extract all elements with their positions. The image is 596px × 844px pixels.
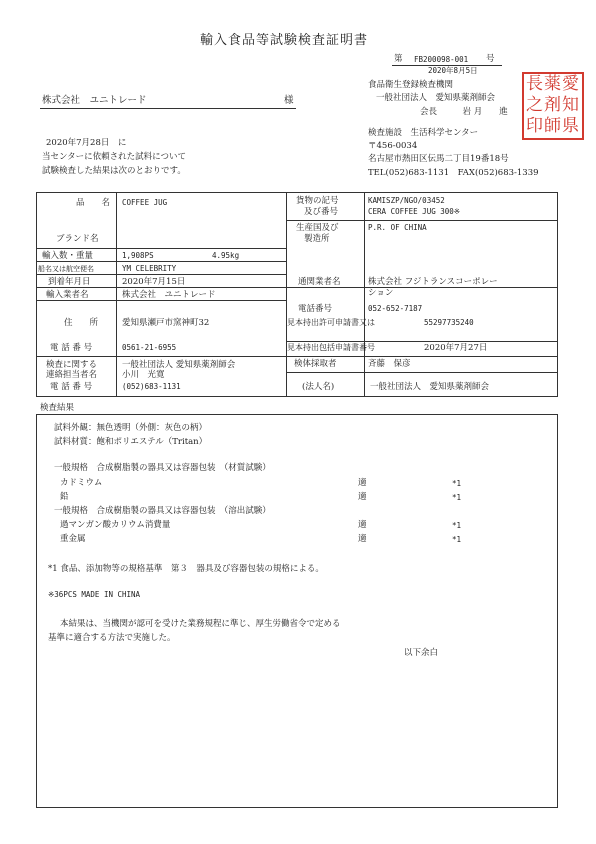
test-item-note: *1 (452, 535, 462, 544)
seal-char: 印 (526, 116, 543, 136)
results-heading: 検査結果 (40, 403, 75, 413)
origin-label-2: 製造所 (304, 234, 330, 244)
phone-label: 電 話 番 号 (50, 343, 93, 353)
test-item-name: 鉛 (60, 492, 69, 502)
arrival-date-label: 到着年月日 (48, 277, 91, 287)
issuer-postal: 〒456-0034 (368, 141, 418, 151)
test-item-note: *1 (452, 479, 462, 488)
test-item-note: *1 (452, 493, 462, 502)
phone-value: 0561-21-6955 (122, 343, 177, 352)
issuer-tel-fax: TEL(052)683-1131 FAX(052)683-1339 (368, 168, 539, 178)
cargo-label-1: 貨物の記号 (296, 196, 339, 206)
seal-char: 師 (544, 116, 561, 136)
seal-char: 長 (526, 74, 543, 94)
document-title: 輸入食品等試験検査証明書 (200, 33, 369, 48)
official-seal (522, 72, 584, 140)
seal-char: 知 (562, 95, 579, 115)
importer-label: 輸入業者名 (46, 290, 89, 300)
contact-phone-value: (052)683-1131 (122, 382, 181, 391)
customs-phone-label: 電話番号 (298, 304, 333, 314)
test-item-result: 適 (358, 534, 367, 544)
address-value: 愛知県瀬戸市窯神町32 (122, 318, 210, 328)
contact-label-2: 連絡担当者名 (46, 370, 98, 380)
seal-char: 薬 (544, 74, 561, 94)
made-in-note: ※36PCS MADE IN CHINA (48, 590, 141, 599)
seal-char: 之 (526, 95, 543, 115)
test-item-name: 過マンガン酸カリウム消費量 (60, 520, 171, 530)
test-item-name: 重金属 (60, 534, 86, 544)
issuer-facility: 検査施設 生活科学センター (368, 128, 479, 138)
doc-number: FB200098-001 (414, 55, 469, 64)
test-item-result: 適 (358, 492, 367, 502)
contact-phone-label: 電 話 番 号 (50, 382, 93, 392)
importer-value: 株式会社 ユニトレード (122, 290, 216, 300)
test-section-material: 一般規格 合成樹脂製の器具又は容器包装 （材質試験） (54, 463, 271, 473)
cargo-number: CERA COFFEE JUG 300※ (368, 207, 461, 216)
arrival-date-value: 2020年7月15日 (122, 277, 186, 287)
issue-date: 2020年8月5日 (428, 66, 478, 75)
seal-char: 剤 (544, 95, 561, 115)
test-section-elution: 一般規格 合成樹脂製の器具又は容器包装 （溶出試験） (54, 506, 271, 516)
brand-label: ブランド名 (56, 234, 99, 244)
sample-material: 試料材質：飽和ポリエステル（Tritan） (54, 437, 208, 447)
conclusion-line-2: 基準に適合する方法で実施した。 (48, 633, 176, 643)
permit-value: 55297735240 (424, 318, 474, 327)
corporation-value: 一般社団法人 愛知県薬剤師会 (370, 382, 490, 392)
intro-line2: 当センターに依頼された試料について (42, 152, 186, 162)
sampler-label: 検体採取者 (294, 359, 337, 369)
permit-label: 見本持出許可申請書又は (287, 318, 375, 327)
customs-broker-value-1: 株式会社 フジトランスコーポレー (368, 277, 498, 287)
contact-label-1: 検査に関する (46, 360, 98, 370)
test-item-result: 適 (358, 520, 367, 530)
quantity-label: 輸入数・重量 (42, 251, 94, 261)
cargo-label-2: 及び番号 (304, 207, 339, 217)
seal-char: 県 (562, 116, 579, 136)
issuer-address: 名古屋市熱田区伝馬二丁目19番18号 (368, 154, 509, 164)
doc-number-prefix: 第 (394, 54, 403, 64)
contact-person: 小川 光寛 (122, 370, 165, 380)
packaging-label: 見本持出包括申請書番号 (287, 343, 375, 352)
quantity-value: 1,908PS (122, 251, 154, 260)
recipient-name: 株式会社 ユニトレード (42, 95, 147, 106)
vessel-label: 船名又は航空便名 (38, 265, 94, 273)
results-box (36, 414, 558, 808)
customs-phone-value: 052-652-7187 (368, 304, 423, 313)
origin-label-1: 生産国及び (296, 223, 339, 233)
contact-org: 一般社団法人 愛知県薬剤師会 (122, 360, 236, 370)
test-item-note: *1 (452, 521, 462, 530)
sampler-value: 斉藤 保彦 (368, 359, 411, 369)
issuer-org: 一般社団法人 愛知県薬剤師会 (376, 93, 496, 103)
customs-broker-value-2: ション (368, 288, 394, 298)
issuer-registered: 食品衛生登録検査機関 (368, 80, 454, 90)
packaging-value: 2020年7月27日 (424, 343, 488, 353)
sample-appearance: 試料外観：無色透明（外側：灰色の柄） (54, 423, 208, 433)
seal-char: 愛 (562, 74, 579, 94)
vessel-value: YM CELEBRITY (122, 264, 177, 273)
product-name-value: COFFEE JUG (122, 198, 168, 207)
footnote: *1 食品、添加物等の規格基準 第３ 器具及び容器包装の規格による。 (48, 564, 324, 574)
intro-line3: 試験検査した結果は次のとおりです。 (42, 166, 186, 176)
test-item-result: 適 (358, 478, 367, 488)
conclusion-line-1: 本結果は、当機関が認可を受けた業務規程に準じ、厚生労働省令で定める (60, 619, 341, 629)
corporation-label: (法人名) (302, 382, 335, 392)
customs-broker-label: 通関業者名 (298, 277, 341, 287)
cargo-mark: KAMISZP/NGO/03452 (368, 196, 445, 205)
issuer-chair: 会長 岩 月 進 (420, 107, 508, 117)
intro-date: 2020年7月28日 に (46, 138, 127, 148)
end-of-document: 以下余白 (404, 648, 439, 658)
origin-value: P.R. OF CHINA (368, 223, 427, 232)
product-name-label: 品 名 (76, 198, 111, 208)
recipient-honorific: 様 (284, 95, 294, 106)
weight-value: 4.95kg (212, 251, 240, 260)
doc-number-suffix: 号 (486, 54, 495, 64)
address-label: 住 所 (64, 318, 99, 328)
test-item-name: カドミウム (60, 478, 103, 488)
